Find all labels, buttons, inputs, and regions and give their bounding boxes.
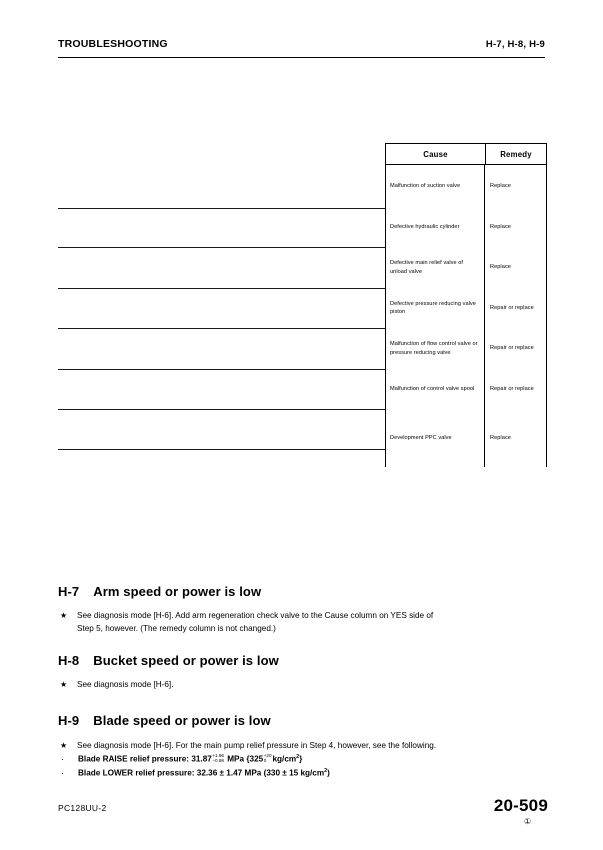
cell-cause: Defective main relief valve of unload valve: [386, 247, 485, 288]
cell-cause: Malfunction of control valve spool: [386, 369, 485, 409]
footer-page-number: 20-509: [493, 796, 548, 815]
section-number-h8: H-8: [58, 653, 80, 668]
cell-cause: Malfunction of suction valve: [386, 165, 485, 207]
spec-row-blade-lower: · Blade LOWER relief pressure: 32.36 ± 1.47 MPa (330 ± 15 $kg/cm^2$): [60, 767, 560, 781]
cell-remedy: Replace: [490, 264, 511, 271]
footer-revision-mark: ①: [523, 817, 531, 826]
note-line-1: See diagnosis mode [H-6]. For the main pump relief pressure in Step 4, however, see the following.: [77, 741, 437, 750]
leader-line-5: [58, 369, 385, 370]
cell-remedy: Replace: [490, 434, 511, 441]
table-row: [386, 409, 546, 467]
section-title-h9: [58, 713, 271, 728]
header-title: TROUBLESHOOTING: [58, 38, 168, 50]
cell-cause: Malfunction of flow control valve or pressure reducing valve: [386, 328, 485, 369]
column-header-cause: Cause: [386, 144, 486, 164]
cell-remedy: Repair or replace: [490, 345, 534, 352]
star-icon: ★: [60, 611, 68, 620]
section-heading-h9: Blade speed or power is low: [93, 713, 271, 728]
section-number-h9: H-9: [58, 713, 80, 728]
spec-unit-kg-lower: kg/cm: [300, 768, 325, 778]
leader-line-1: [58, 208, 385, 209]
footer-model: PC128UU-2: [58, 803, 107, 813]
spec-row-blade-raise: · Blade RAISE relief pressure: 31.87 +1.96 −0.98 MPa {325 +20 0 $kg/cm^2$}: [60, 753, 560, 767]
table-header-row: [385, 143, 547, 165]
spec-tolerance-mpa-raise: +1.96 −0.98: [212, 752, 224, 763]
bullet-icon: ·: [61, 767, 64, 778]
leader-line-2: [58, 247, 385, 248]
note-line-2: Step 5, however. (The remedy column is not changed.): [77, 623, 276, 633]
section-note-h7: [60, 610, 550, 635]
star-icon: ★: [60, 680, 68, 689]
bullet-icon: ·: [61, 753, 64, 764]
table-row: [386, 288, 546, 328]
cell-cause: Defective hydraulic cylinder: [386, 207, 485, 247]
leader-line-4: [58, 328, 385, 329]
table-row: [386, 328, 546, 369]
header-divider: [58, 57, 545, 58]
spec-value-mpa-lower: 32.36 ± 1.47: [196, 768, 243, 778]
cell-cause: Defective pressure reducing valve piston: [386, 288, 485, 328]
spec-value-kg-lower: 330 ± 15: [266, 768, 299, 778]
spec-value-mpa-raise: 31.87: [191, 754, 212, 764]
note-line-1: See diagnosis mode [H-6]. Add arm regeneration check valve to the Cause column on YES side of: [77, 611, 434, 620]
section-note-h8: [60, 679, 550, 692]
spec-value-kg-raise: 325: [249, 754, 264, 764]
cause-remedy-table: [385, 143, 547, 467]
table-row: [386, 165, 546, 207]
spec-unit-kg-raise: kg/cm: [272, 754, 297, 764]
leader-line-6: [58, 409, 385, 410]
table-row: [386, 247, 546, 288]
leader-line-7: [58, 449, 385, 450]
column-header-remedy: Remedy: [500, 149, 532, 159]
spec-unit-kg-exponent-raise: 2: [296, 753, 300, 760]
cell-remedy: Repair or replace: [490, 304, 534, 311]
table-row: [386, 207, 546, 247]
spec-unit-kg-exponent-lower: 2: [324, 767, 328, 774]
section-heading-h8: Bucket speed or power is low: [93, 653, 279, 668]
note-line-1: See diagnosis mode [H-6].: [77, 680, 174, 689]
star-icon: ★: [60, 741, 68, 750]
cell-cause: Development PPC valve: [386, 409, 485, 467]
table-body: [385, 165, 547, 467]
cell-remedy: Replace: [490, 223, 511, 230]
table-row: [386, 369, 546, 409]
section-heading-h7: Arm speed or power is low: [93, 584, 262, 599]
spec-unit-mpa-lower: MPa: [244, 768, 262, 778]
cell-remedy: Repair or replace: [490, 385, 534, 392]
section-note-h9: [60, 740, 560, 781]
leader-line-3: [58, 288, 385, 289]
cell-remedy: Replace: [490, 182, 511, 189]
spec-tolerance-kg-raise: +20 0: [263, 752, 272, 763]
spec-label-blade-raise: Blade RAISE relief pressure:: [78, 754, 190, 764]
spec-unit-mpa-raise: MPa: [227, 754, 245, 764]
section-number-h7: H-7: [58, 584, 80, 599]
section-title-h8: [58, 653, 279, 668]
header-section-refs: H-7, H-8, H-9: [485, 39, 545, 50]
spec-label-blade-lower: Blade LOWER relief pressure:: [78, 768, 195, 778]
section-title-h7: [58, 584, 261, 599]
